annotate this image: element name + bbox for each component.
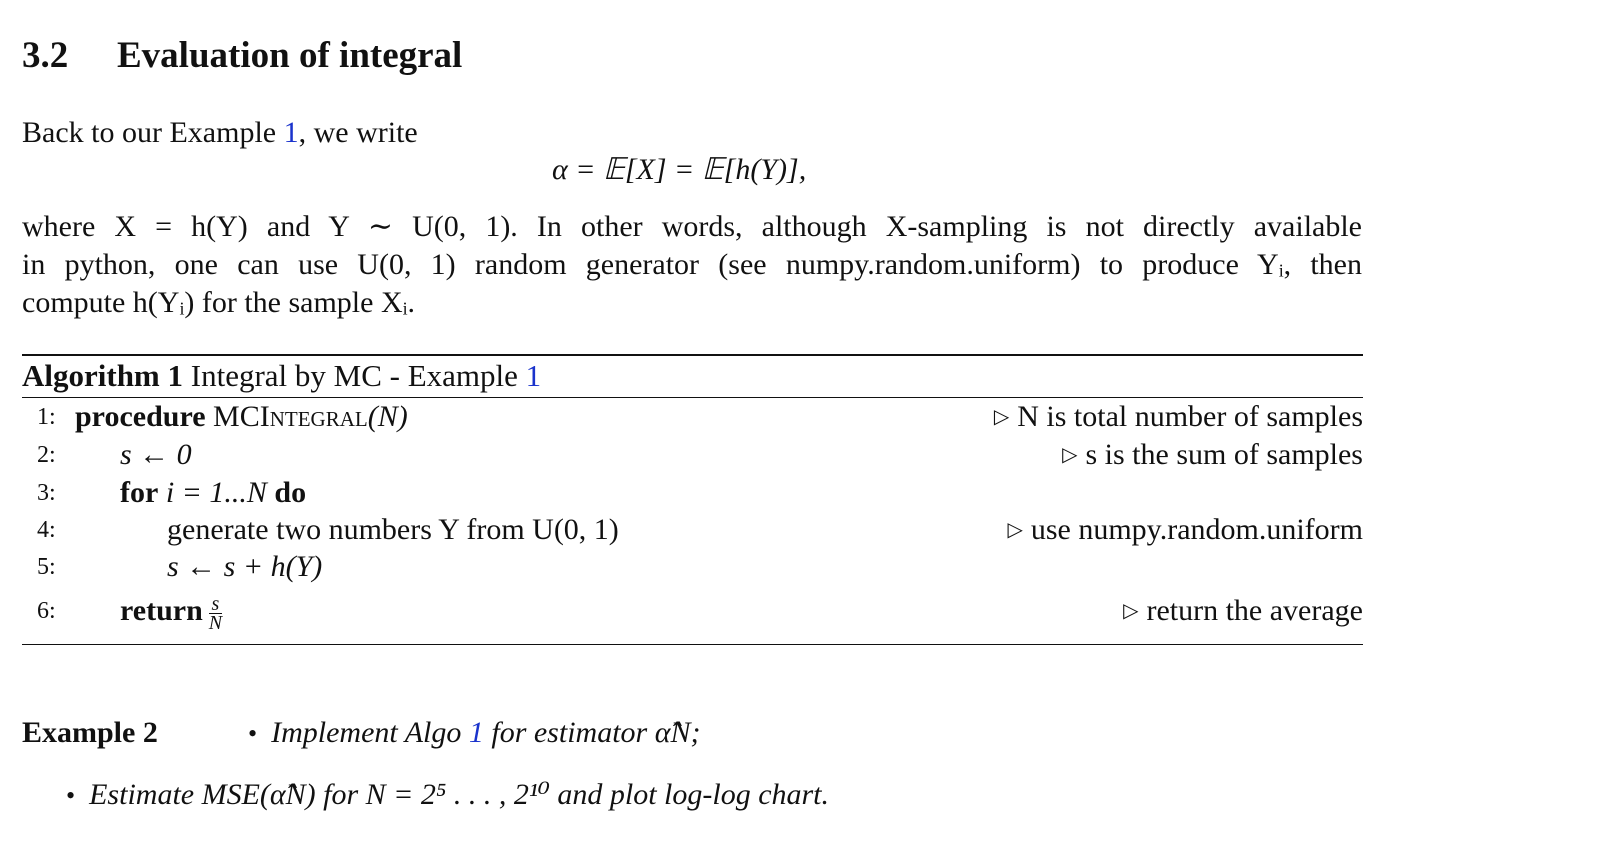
algorithm-code (75, 400, 408, 434)
intro-text: Back to our Example (22, 116, 284, 149)
bullet-dot-icon: • (248, 719, 258, 748)
fraction (208, 592, 223, 634)
line-number: 5: (37, 554, 56, 580)
algorithm-code (120, 476, 306, 510)
comment-triangle-icon: ▷ (993, 406, 1010, 428)
algorithm-line (0, 594, 1363, 632)
comment-text: return the average (1146, 594, 1363, 627)
example-label: Example 2 (22, 716, 158, 749)
comment-text: use numpy.random.uniform (1030, 513, 1363, 546)
paragraph-line-2: in python, one can use U(0, 1) random generator (see numpy.random.uniform) to produce Yᵢ, then (22, 248, 1362, 281)
line-number: 4: (37, 517, 56, 543)
algorithm-code: s ← 0 (120, 438, 192, 471)
section-heading (22, 34, 462, 77)
example-ref-link[interactable]: 1 (283, 116, 299, 149)
algorithm-code: generate two numbers Y from U(0, 1) (167, 513, 619, 546)
comment-triangle-icon: ▷ (1062, 444, 1078, 466)
keyword-do: do (274, 476, 307, 509)
loop-range: i = 1...N (165, 476, 267, 509)
algorithm-caption-ref-link[interactable]: 1 (525, 358, 542, 393)
algorithm-mid-rule (22, 397, 1363, 398)
line-number: 3: (37, 480, 56, 506)
algorithm-bottom-rule (22, 644, 1363, 645)
keyword-procedure: procedure (75, 400, 206, 433)
keyword-return: return (120, 594, 203, 627)
algorithm-line (0, 513, 1363, 551)
comment-text: s is the sum of samples (1085, 438, 1363, 471)
algorithm-label: Algorithm 1 (22, 358, 184, 393)
line-number: 6: (37, 598, 56, 624)
algorithm-code: s ← s + h(Y) (167, 550, 323, 583)
paragraph-line-1: where X = h(Y) and Y ∼ U(0, 1). In other words, although X-sampling is not directly available (22, 210, 1362, 243)
bullet-1-text: Implement Algo (271, 716, 469, 749)
intro-text-end: , we write (298, 116, 418, 149)
algorithm-comment (1123, 594, 1363, 628)
line-number: 1: (37, 404, 56, 430)
example-bullet-2 (66, 777, 829, 812)
algorithm-line (0, 438, 1363, 476)
comment-text: N is total number of samples (1017, 400, 1363, 433)
comment-triangle-icon: ▷ (1123, 600, 1139, 622)
algorithm-line (0, 400, 1363, 438)
algo-ref-link[interactable]: 1 (468, 716, 484, 749)
bullet-2-text: Estimate MSE(α̂N) for N = 2⁵ . . . , 2¹⁰ and plot log-log chart. (89, 778, 830, 811)
algorithm-comment (1062, 438, 1363, 472)
section-number: 3.2 (22, 35, 69, 76)
fraction-numerator: s (209, 595, 222, 614)
procedure-args: (N) (367, 400, 408, 433)
algorithm-code (120, 594, 222, 632)
line-number: 2: (37, 442, 56, 468)
algorithm-caption-text: Integral by MC - Example (190, 358, 526, 393)
body-paragraph (22, 208, 1362, 322)
comment-triangle-icon: ▷ (1007, 519, 1023, 541)
algorithm-comment (1007, 513, 1363, 547)
example-bullet-1 (248, 716, 700, 750)
bullet-1-text-end: for estimator α̂N; (483, 716, 701, 749)
intro-line (22, 116, 418, 150)
fraction-denominator: N (208, 611, 223, 634)
section-title: Evaluation of integral (117, 35, 463, 76)
display-equation: α = 𝔼[X] = 𝔼[h(Y)], (552, 153, 807, 186)
algorithm-comment (994, 400, 1363, 434)
algorithm-line (0, 550, 1363, 588)
keyword-for: for (120, 476, 159, 509)
procedure-name: MCIntegral (213, 400, 368, 433)
algorithm-caption (22, 358, 541, 394)
algorithm-top-rule (22, 354, 1363, 356)
paragraph-line-3: compute h(Yᵢ) for the sample Xᵢ. (22, 286, 416, 319)
algorithm-line (0, 476, 1363, 514)
bullet-dot-icon: • (66, 781, 76, 810)
